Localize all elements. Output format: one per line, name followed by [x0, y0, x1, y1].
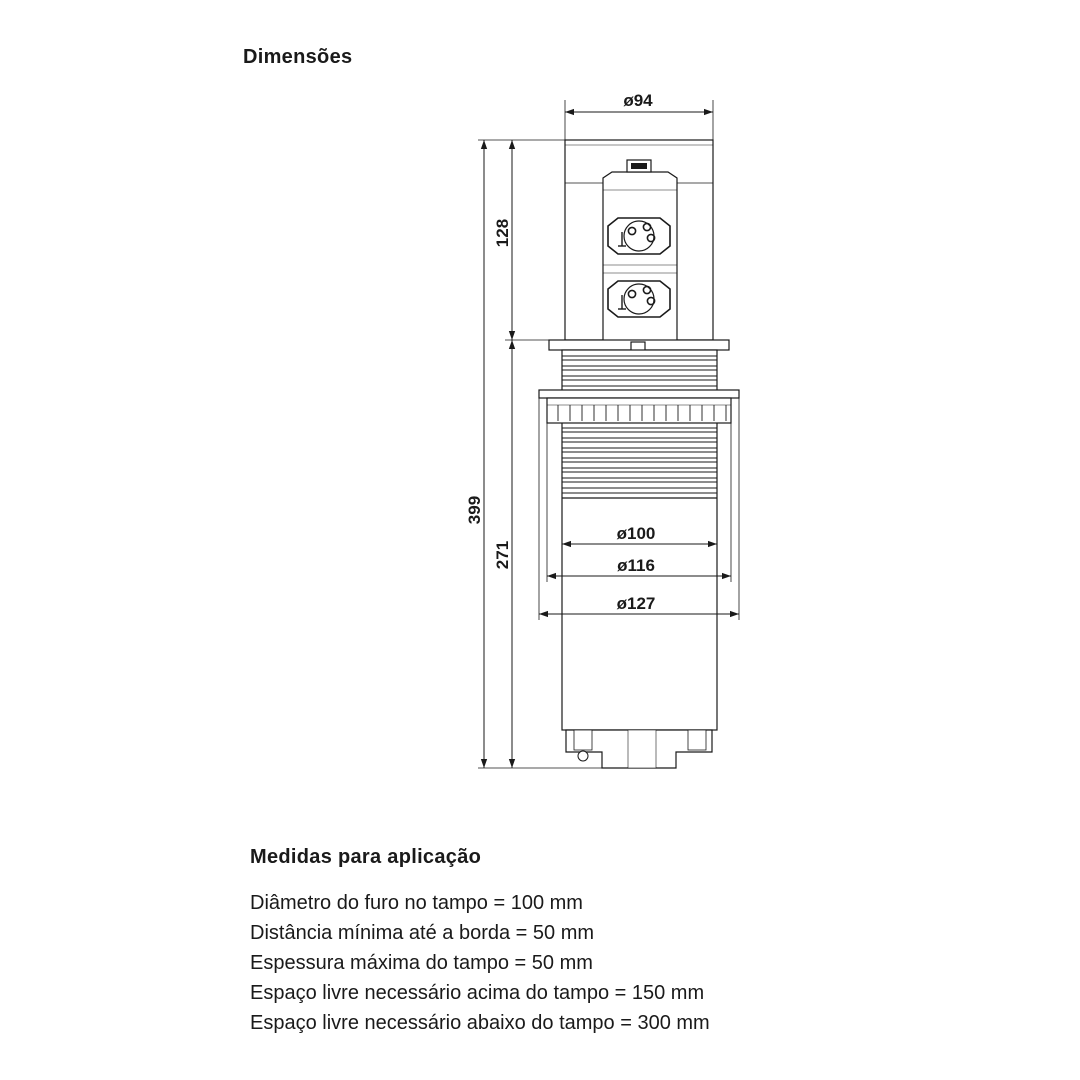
dim-label-height-below: 271	[493, 540, 512, 570]
list-item: Distância mínima até a borda = 50 mm	[250, 922, 595, 944]
dim-label-hole-diameter: ø100	[616, 524, 656, 543]
list-item: Espessura máxima do tampo = 50 mm	[250, 952, 593, 974]
list-item: Espaço livre necessário acima do tampo = 150 mm	[250, 982, 705, 1004]
dim-label-total-height: 399	[465, 495, 484, 525]
dim-label-outer-diameter: ø127	[616, 594, 656, 613]
socket-icon	[608, 218, 670, 254]
dimensions-title: Dimensões	[243, 46, 353, 68]
application-list	[250, 888, 710, 1038]
list-item: Diâmetro do furo no tampo = 100 mm	[250, 892, 583, 914]
application-title: Medidas para aplicação	[250, 846, 482, 868]
dim-label-flange-diameter: ø116	[617, 556, 655, 575]
list-item: Espaço livre necessário abaixo do tampo = 300 mm	[250, 1012, 710, 1034]
socket-icon	[608, 281, 670, 317]
dim-label-height-above: 128	[493, 218, 512, 248]
lower-body	[539, 340, 739, 768]
dim-label-top-diameter: ø94	[623, 91, 653, 110]
